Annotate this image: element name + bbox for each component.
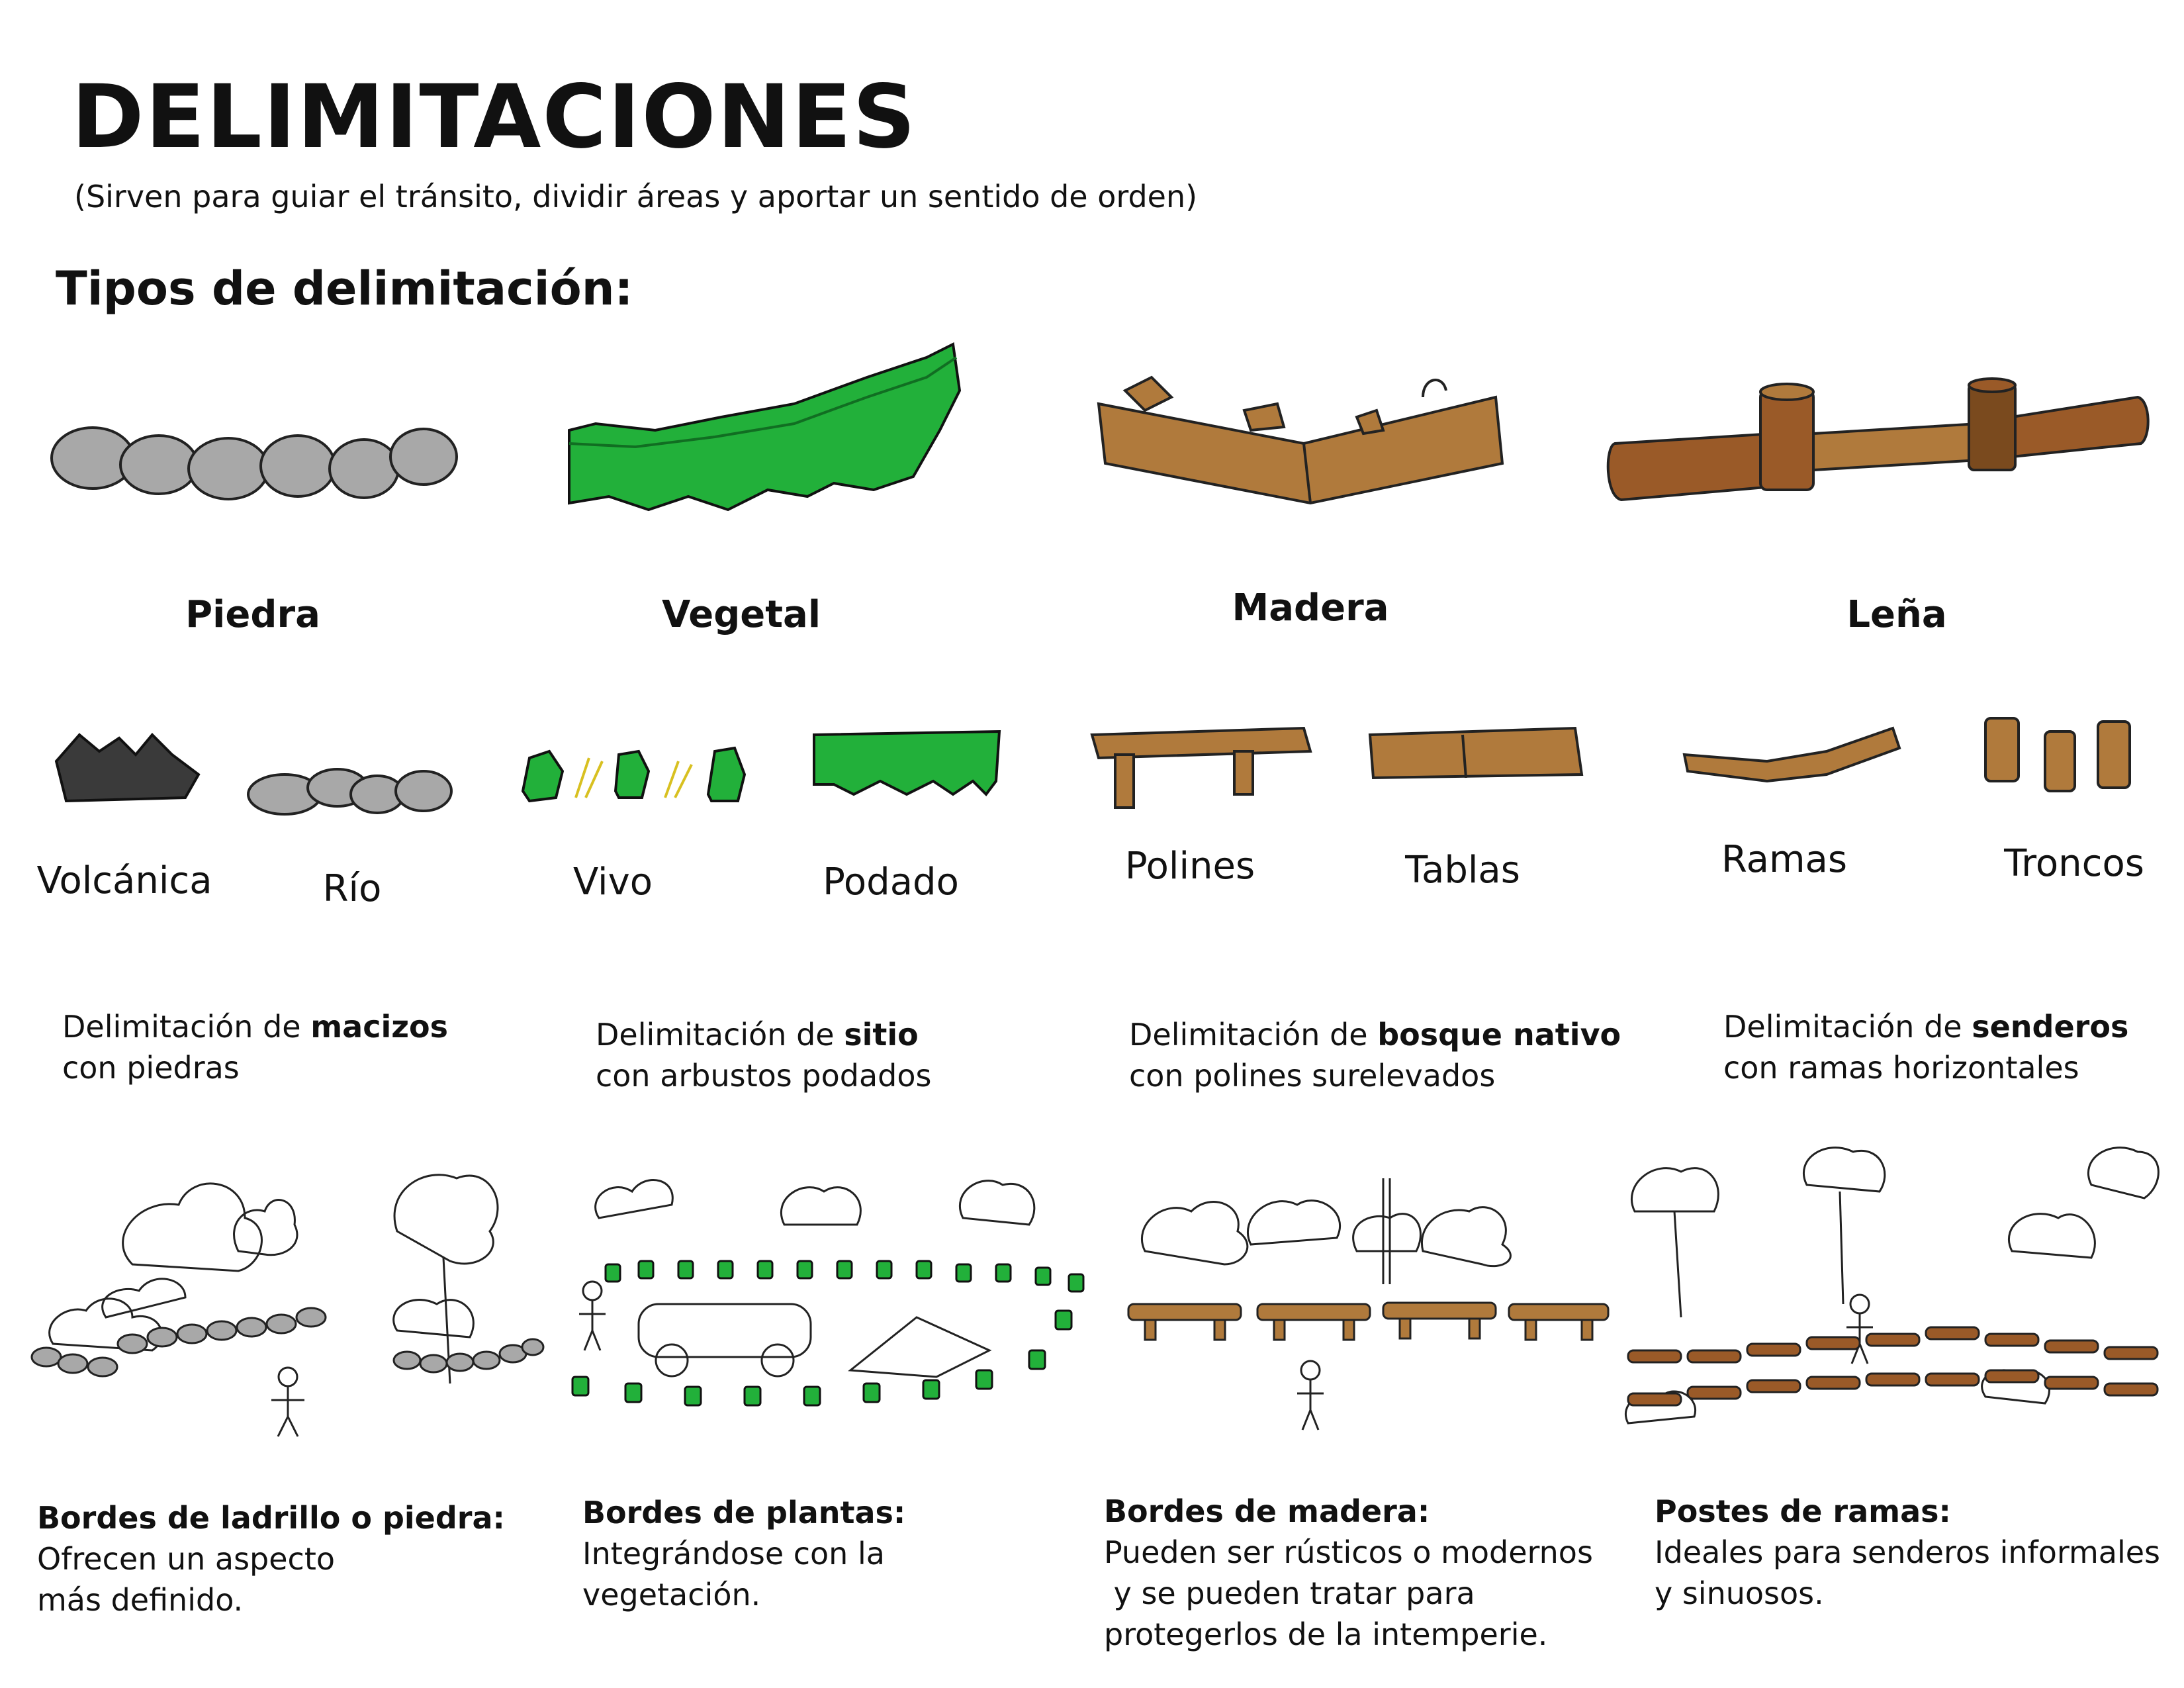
subtype-label-ramas: Ramas [1721,838,1848,881]
stone-garden-scene [26,1139,543,1450]
stone-border-illustration [46,410,457,516]
description-line2: con polines surelevados [1129,1058,1496,1094]
subtype-label-volcanica: Volcánica [36,859,212,902]
caption-line: Pueden ser rústicos o modernos [1104,1534,1593,1570]
polines-illustration [1085,715,1324,814]
volcanic-stone-illustration [53,722,205,808]
subtype-label-troncos: Troncos [2004,842,2144,885]
subtype-label-podado: Podado [823,861,959,904]
types-heading: Tipos de delimitación: [56,261,633,316]
caption-line: más definido. [37,1582,244,1618]
subtype-label-rio: Río [322,867,382,910]
caption-title: Postes de ramas: [1655,1493,1951,1529]
category-label-vegetal: Vegetal [661,593,821,636]
caption-line: Ideales para senderos informales [1655,1534,2161,1570]
caption-title: Bordes de madera: [1104,1493,1430,1529]
description-vegetal [596,1014,931,1096]
subtype-label-vivo: Vivo [572,861,653,904]
ramas-illustration [1681,722,1906,794]
tablas-illustration [1363,722,1588,794]
hedge-border-illustration [556,331,966,523]
wood-border-illustration [1085,364,1522,516]
branch-path-scene [1615,1145,2164,1450]
description-madera [1129,1014,1621,1096]
description-line2: con ramas horizontales [1723,1050,2079,1086]
caption-line: y sinuosos. [1655,1575,1824,1611]
river-stone-illustration [245,755,457,821]
troncos-illustration [1979,708,2144,801]
caption-line: Integrándose con la [582,1536,885,1571]
description-text: Delimitación de [62,1009,311,1045]
living-shrub-illustration [516,731,754,811]
description-lena [1723,1006,2128,1088]
description-text: Delimitación de [1723,1009,1972,1045]
caption-line: protegerlos de la intemperie. [1104,1617,1548,1652]
log-border-illustration [1602,371,2164,510]
caption-title: Bordes de plantas: [582,1495,906,1530]
page-title: DELIMITACIONES [71,66,917,168]
caption-plants [582,1492,905,1615]
caption-line: vegetación. [582,1577,761,1613]
subtype-label-tablas: Tablas [1405,849,1520,892]
caption-branches [1655,1491,2160,1614]
caption-line: Ofrecen un aspecto [37,1541,336,1577]
description-bold: senderos [1972,1009,2129,1045]
plant-border-scene [566,1152,1095,1436]
caption-line: y se pueden tratar para [1104,1575,1475,1611]
caption-stone [37,1497,505,1620]
category-label-madera: Madera [1232,586,1389,630]
category-label-piedra: Piedra [185,593,320,636]
wood-border-scene [1118,1152,1635,1436]
subtype-label-polines: Polines [1124,845,1255,888]
caption-wood [1104,1491,1593,1655]
description-bold: sitio [844,1017,919,1053]
description-text: Delimitación de [1129,1017,1378,1053]
pruned-hedge-illustration [807,722,1006,808]
description-bold: bosque nativo [1377,1017,1621,1053]
caption-title: Bordes de ladrillo o piedra: [37,1500,505,1536]
description-line2: con piedras [62,1050,240,1086]
category-label-lena: Leña [1846,593,1947,636]
description-piedra [62,1006,448,1088]
description-line2: con arbustos podados [596,1058,932,1094]
page-subtitle: (Sirven para guiar el tránsito, dividir áreas y aportar un sentido de orden) [74,179,1198,214]
description-bold: macizos [310,1009,448,1045]
description-text: Delimitación de [596,1017,844,1053]
